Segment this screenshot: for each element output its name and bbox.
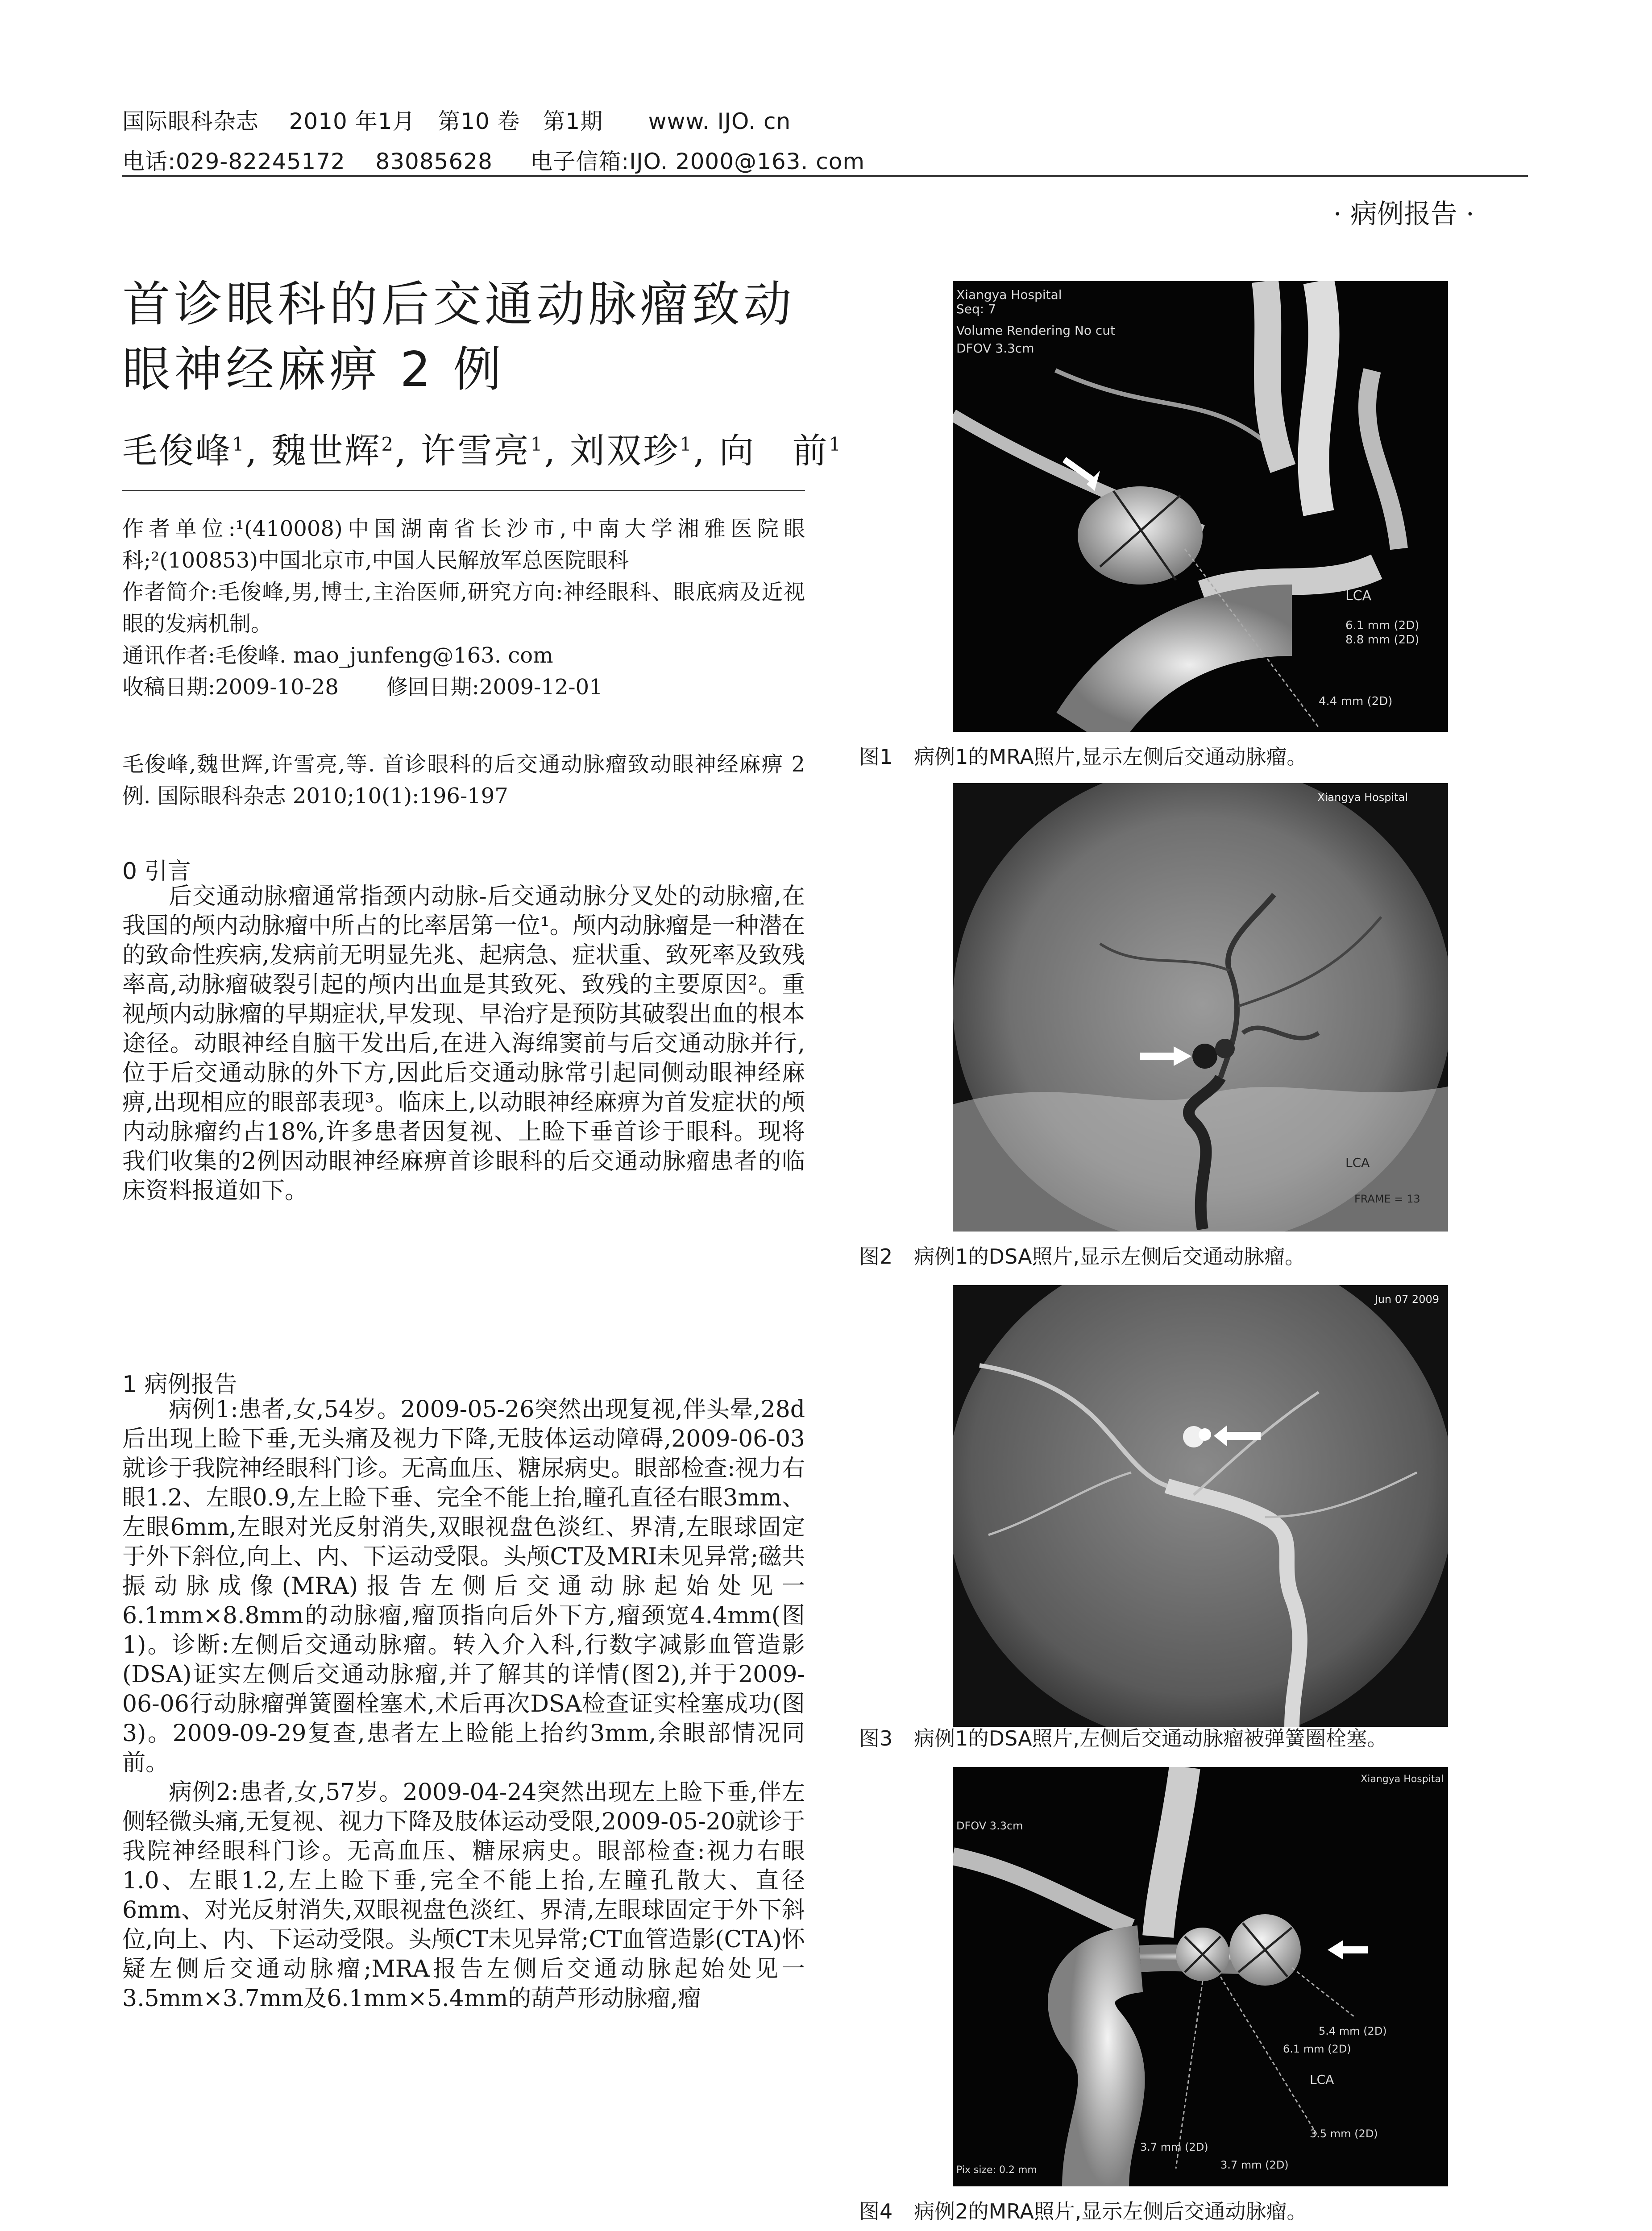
figure-number: 图4 (859, 2199, 893, 2223)
author-affiliation: 1 (530, 433, 544, 455)
author-rule (122, 490, 805, 491)
figure-1-image (953, 281, 1448, 732)
author-affiliation: 1 (232, 433, 246, 455)
section-heading-intro: 0 引言 (122, 858, 191, 885)
author: 刘双珍 (570, 431, 680, 471)
figure-number: 图3 (859, 1726, 893, 1750)
journal-header-line2: 电话:029-82245172 83085628 电子信箱:IJO. 2000@163. com (122, 149, 865, 174)
overlay-measure: 8.8 mm (2D) (1345, 633, 1420, 647)
overlay-lca: LCA (1310, 2072, 1334, 2087)
overlay-measure: 6.1 mm (2D) (1345, 619, 1420, 632)
overlay-hospital: Xiangya Hospital (956, 287, 1062, 302)
overlay-lca: LCA (1345, 1155, 1370, 1170)
overlay-date: Jun 07 2009 (1374, 1293, 1439, 1306)
overlay-fov: DFOV 3.3cm (956, 1820, 1023, 1832)
author-affiliation: 1 (829, 433, 843, 455)
intro-text (122, 882, 805, 1206)
author: 许雪亮 (420, 431, 531, 471)
author-list: 毛俊峰$^1$, 魏世辉$^2$, 许雪亮$^1$, 刘双珍$^1$, 向 前$^1$ (122, 431, 843, 471)
caption-text: 病例1的DSA照片,左侧后交通动脉瘤被弹簧圈栓塞。 (914, 1726, 1388, 1750)
overlay-frame: FRAME = 13 (1354, 1193, 1420, 1205)
figure-2-caption (859, 1240, 1528, 1270)
figure-4-caption (859, 2195, 1528, 2225)
figure-number: 图2 (859, 1244, 893, 1269)
caption-text: 病例1的DSA照片,显示左侧后交通动脉瘤。 (914, 1244, 1306, 1269)
caption-text: 病例2的MRA照片,显示左侧后交通动脉瘤。 (914, 2199, 1307, 2223)
caption-text: 病例1的MRA照片,显示左侧后交通动脉瘤。 (914, 745, 1307, 769)
author: 魏世辉 (271, 431, 382, 471)
overlay-pix: Pix size: 0.2 mm (956, 2165, 1037, 2176)
article-title: 首诊眼科的后交通动脉瘤致动眼神经麻痹 2 例 (122, 277, 796, 398)
journal-header-line1: 国际眼科杂志 2010 年1月 第10 卷 第1期 www. IJO. cn (122, 108, 791, 134)
paragraph: 病例1:患者,女,54岁。2009-05-26突然出现复视,伴头晕,28d后出现上睑下垂,无头痛及视力下降,无肢体运动障碍,2009-06-03就诊于我院神经眼科门诊。无高血压、糖尿病史。眼部检查:视力右眼1.2、左眼0.9,左上睑下垂、完全不能上抬,瞳孔直径右眼3mm、左眼6mm,左眼对光反射消失,双眼视盘色淡红、界清,左眼球固定于外下斜位,向上、内、下运动受限。头颅CT及MRI未见异常;磁共振动脉成像(MRA)报告左侧后交通动脉起始处见一6.1mm×8.8mm的动脉瘤,瘤顶指向后外下方,瘤颈宽4.4mm(图1)。诊断:左侧后交通动脉瘤。转入介入科,行数字减影血管造影(DSA)证实左侧后交通动脉瘤,并了解其的详情(图2),并于2009-06-06行动脉瘤弹簧圈栓塞术,术后再次DSA检查证实栓塞成功(图3)。2009-09-29复查,患者左上睑能上抬约3mm,余眼部情况同前。 (122, 1396, 805, 1776)
overlay-seq: Seq: 7 (956, 302, 996, 316)
author: 向 前 (719, 431, 829, 471)
header-rule (122, 175, 1528, 177)
paragraph: 后交通动脉瘤通常指颈内动脉-后交通动脉分叉处的动脉瘤,在我国的颅内动脉瘤中所占的比率居第一位¹。颅内动脉瘤是一种潜在的致命性疾病,发病前无明显先兆、起病急、症状重、致死率及致残率高,动脉瘤破裂引起的颅内出血是其致死、致残的主要原因²。重视颅内动脉瘤的早期症状,早发现、早治疗是预防其破裂出血的根本途径。动眼神经自脑干发出后,在进入海绵窦前与后交通动脉并行,位于后交通动脉的外下方,因此后交通动脉常引起同侧动眼神经麻痹,出现相应的眼部表现³。临床上,以动眼神经麻痹为首发症状的颅内动脉瘤约占18%,许多患者因复视、上睑下垂首诊于眼科。现将我们收集的2例因动眼神经麻痹首诊眼科的后交通动脉瘤患者的临床资料报道如下。 (122, 883, 805, 1204)
figure-3-image (953, 1285, 1448, 1727)
section-tag: · 病例报告 · (1333, 199, 1474, 230)
citation: 毛俊峰,魏世辉,许雪亮,等. 首诊眼科的后交通动脉瘤致动眼神经麻痹 2 例. 国际眼科杂志 2010;10(1):196-197 (122, 752, 805, 809)
overlay-hospital: Xiangya Hospital (1317, 791, 1408, 804)
overlay-measure: 6.1 mm (2D) (1283, 2043, 1351, 2055)
paragraph: 病例2:患者,女,57岁。2009-04-24突然出现左上睑下垂,伴左侧轻微头痛,无复视、视力下降及肢体运动受限,2009-05-20就诊于我院神经眼科门诊。无高血压、糖尿病史。眼部检查:视力右眼1.0、左眼1.2,左上睑下垂,完全不能上抬,左瞳孔散大、直径6mm、对光反射消失,双眼视盘色淡红、界清,左眼球固定于外下斜位,向上、内、下运动受限。头颅CT未见异常;CT血管造影(CTA)怀疑左侧后交通动脉瘤;MRA报告左侧后交通动脉起始处见一3.5mm×3.7mm及6.1mm×5.4mm的葫芦形动脉瘤,瘤 (122, 1779, 805, 2012)
overlay-lca: LCA (1345, 588, 1372, 604)
author-affiliations: 作者单位:¹(410008)中国湖南省长沙市,中南大学湘雅医院眼科;²(100853)中国北京市,中国人民解放军总医院眼科 (122, 516, 805, 573)
author-affiliation: 2 (381, 433, 395, 455)
figure-2-image (953, 783, 1448, 1232)
overlay-mode: Volume Rendering No cut (956, 323, 1116, 338)
overlay-hospital: Xiangya Hospital (1361, 1774, 1444, 1785)
author: 毛俊峰 (122, 431, 232, 471)
overlay-measure: 5.4 mm (2D) (1319, 2025, 1387, 2037)
author-affiliation: 1 (680, 433, 693, 455)
figure-3-caption (859, 1722, 1528, 1752)
overlay-measure: 4.4 mm (2D) (1319, 695, 1393, 708)
case-text (122, 1395, 805, 2013)
figure-1-caption (859, 741, 1528, 770)
corresponding-author: 通讯作者:毛俊峰. mao_junfeng@163. com (122, 643, 553, 668)
section-heading-cases: 1 病例报告 (122, 1371, 237, 1398)
dates: 收稿日期:2009-10-28 修回日期:2009-12-01 (122, 675, 603, 700)
overlay-measure: 3.7 mm (2D) (1140, 2141, 1208, 2153)
figure-number: 图1 (859, 745, 893, 769)
overlay-measure: 3.7 mm (2D) (1220, 2159, 1289, 2171)
author-bio: 作者简介:毛俊峰,男,博士,主治医师,研究方向:神经眼科、眼底病及近视眼的发病机制。 (122, 580, 805, 636)
figure-4-image (953, 1767, 1448, 2186)
overlay-measure: 3.5 mm (2D) (1310, 2127, 1378, 2140)
overlay-fov: DFOV 3.3cm (956, 341, 1034, 356)
